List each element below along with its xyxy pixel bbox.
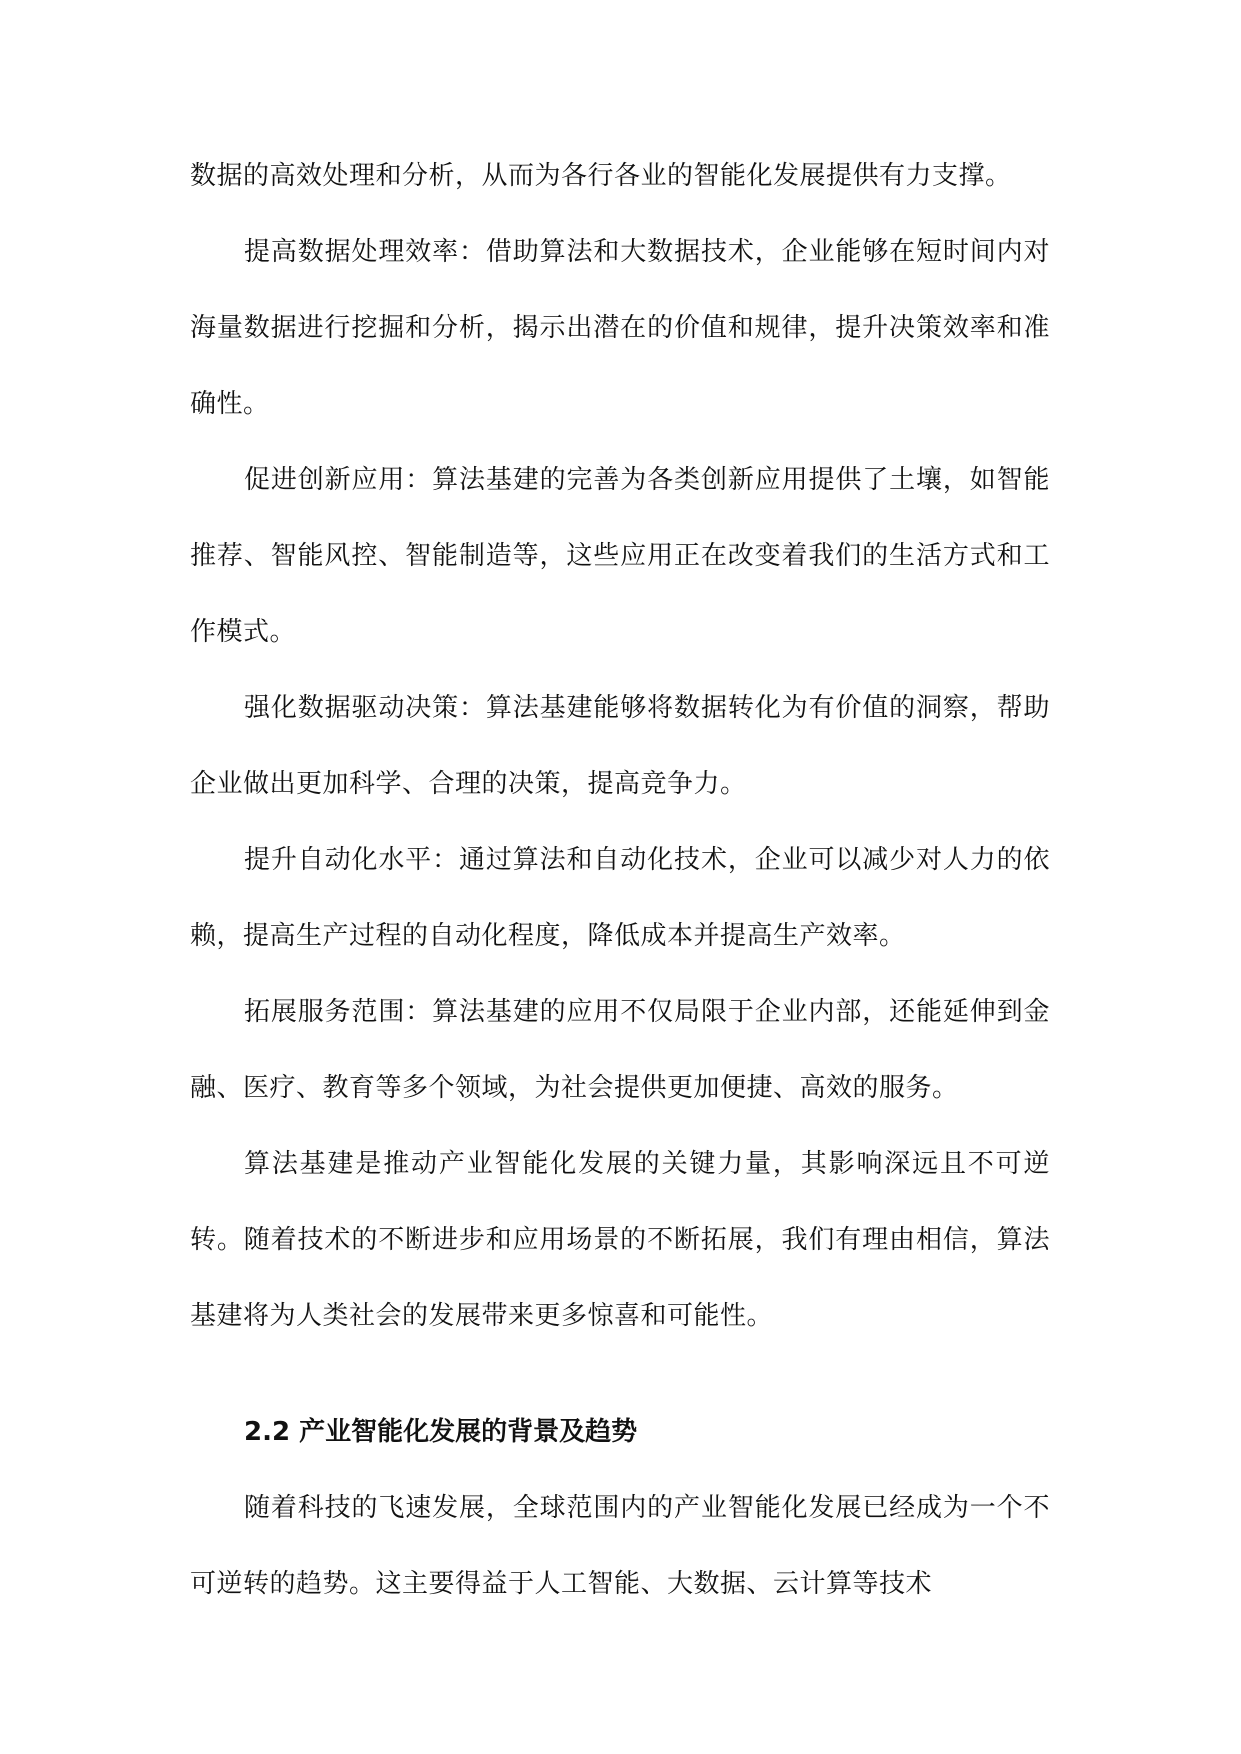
paragraph-data-driven: 强化数据驱动决策：算法基建能够将数据转化为有价值的洞察，帮助企业做出更加科学、合理的决策，提高竞争力。 — [190, 693, 1050, 799]
document-body — [190, 138, 1050, 1622]
section-heading: 2.2 产业智能化发展的背景及趋势 — [244, 1417, 638, 1447]
paragraph-section-intro: 随着科技的飞速发展，全球范围内的产业智能化发展已经成为一个不可逆转的趋势。这主要得益于人工智能、大数据、云计算等技术 — [190, 1493, 1050, 1599]
paragraph-service-scope: 拓展服务范围：算法基建的应用不仅局限于企业内部，还能延伸到金融、医疗、教育等多个领域，为社会提供更加便捷、高效的服务。 — [190, 997, 1050, 1103]
paragraph-data-efficiency: 提高数据处理效率：借助算法和大数据技术，企业能够在短时间内对海量数据进行挖掘和分析，揭示出潜在的价值和规律，提升决策效率和准确性。 — [190, 237, 1050, 419]
paragraph-automation: 提升自动化水平：通过算法和自动化技术，企业可以减少对人力的依赖，提高生产过程的自动化程度，降低成本并提高生产效率。 — [190, 845, 1050, 951]
paragraph-conclusion: 算法基建是推动产业智能化发展的关键力量，其影响深远且不可逆转。随着技术的不断进步和应用场景的不断拓展，我们有理由相信，算法基建将为人类社会的发展带来更多惊喜和可能性。 — [190, 1149, 1050, 1331]
paragraph-continuation: 数据的高效处理和分析，从而为各行各业的智能化发展提供有力支撑。 — [190, 161, 1012, 191]
paragraph-innovation: 促进创新应用：算法基建的完善为各类创新应用提供了土壤，如智能推荐、智能风控、智能制造等，这些应用正在改变着我们的生活方式和工作模式。 — [190, 465, 1050, 647]
